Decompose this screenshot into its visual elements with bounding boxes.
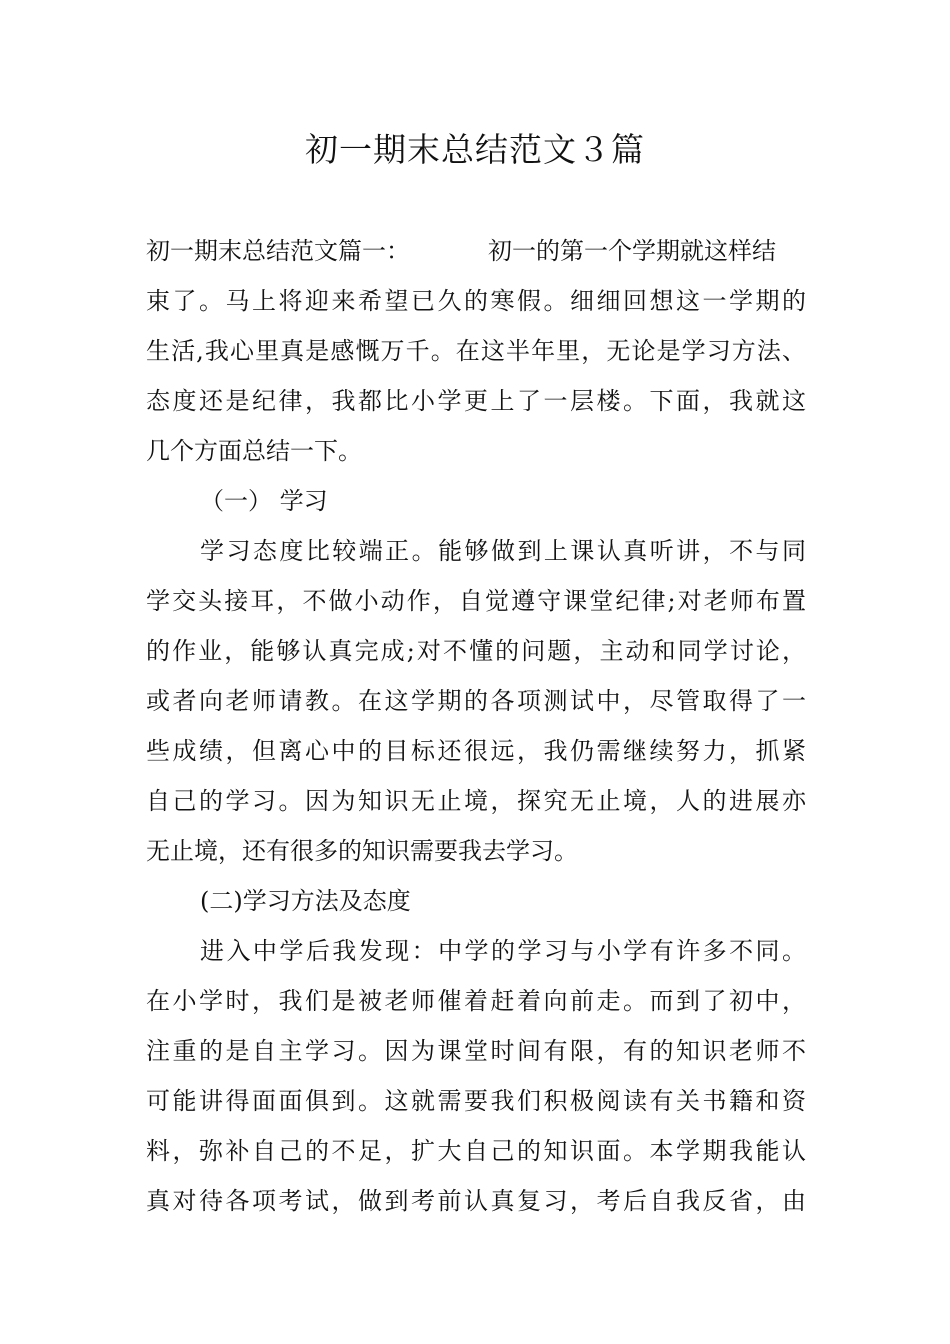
text-line: 进入中学后我发现：中学的学习与小学有许多不同。 <box>200 937 806 965</box>
text-line: 些成绩，但离心中的目标还很远，我仍需继续努力，抓紧 <box>146 737 806 765</box>
text-line: 的作业，能够认真完成;对不懂的问题，主动和同学讨论， <box>146 637 806 665</box>
text-line: 学交头接耳，不做小动作，自觉遵守课堂纪律;对老师布置 <box>146 587 806 615</box>
document-body <box>146 226 806 1226</box>
text-line: 几个方面总结一下。 <box>146 437 362 465</box>
text-line: 或者向老师请教。在这学期的各项测试中，尽管取得了一 <box>146 687 806 715</box>
text-line: 料，弥补自己的不足，扩大自己的知识面。本学期我能认 <box>146 1137 806 1165</box>
text-line: 束了。马上将迎来希望已久的寒假。细细回想这一学期的 <box>146 287 806 315</box>
text-line: 在小学时，我们是被老师催着赶着向前走。而到了初中， <box>146 987 806 1015</box>
section-heading: (二)学习方法及态度 <box>200 887 411 915</box>
text-line: 态度还是纪律，我都比小学更上了一层楼。下面，我就这 <box>146 387 806 415</box>
paragraph-opening: 初一的第一个学期就这样结 <box>488 237 776 265</box>
text-line: 真对待各项考试，做到考前认真复习，考后自我反省，由 <box>146 1187 806 1215</box>
document-title: 初一期末总结范文３篇 <box>305 130 645 169</box>
section-heading: （一） 学习 <box>200 487 328 515</box>
section-label: 初一期末总结范文篇一： <box>146 237 410 265</box>
text-line: 注重的是自主学习。因为课堂时间有限，有的知识老师不 <box>146 1037 806 1065</box>
text-line: 可能讲得面面俱到。这就需要我们积极阅读有关书籍和资 <box>146 1087 806 1115</box>
text-line <box>146 226 806 276</box>
text-line: 生活,我心里真是感慨万千。在这半年里，无论是学习方法、 <box>146 337 806 365</box>
text-line: 自己的学习。因为知识无止境，探究无止境，人的进展亦 <box>146 787 806 815</box>
text-line: 无止境，还有很多的知识需要我去学习。 <box>146 837 578 865</box>
text-line: 学习态度比较端正。能够做到上课认真听讲，不与同 <box>200 537 806 565</box>
